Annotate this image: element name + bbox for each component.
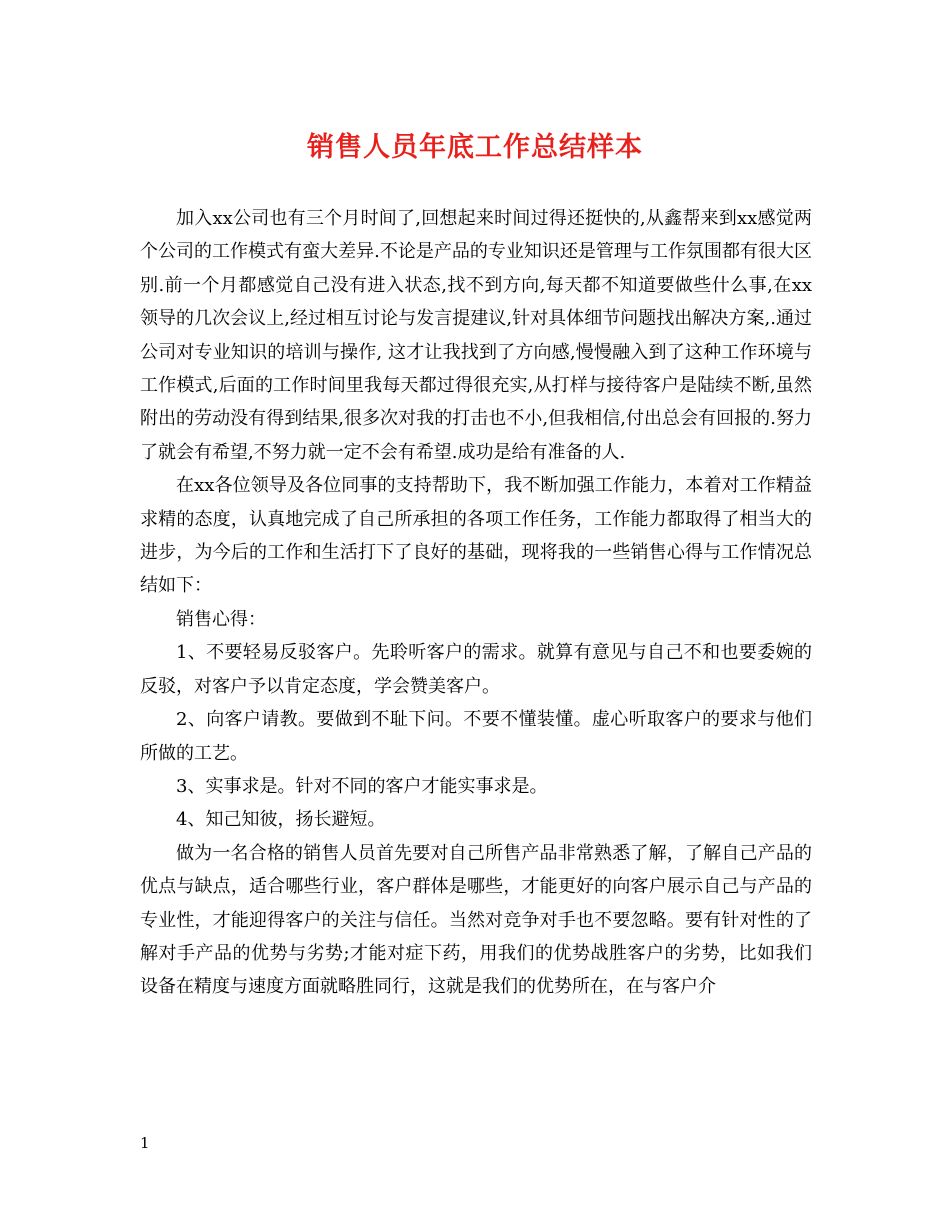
paragraph-intro: 加入xx公司也有三个月时间了,回想起来时间过得还挺快的,从鑫帮来到xx感觉两个公司的工作模式有蛮大差异.不论是产品的专业知识还是管理与工作氛围都有很大区别.前一个月都感觉自己没有进入状态,找不到方向,每天都不知道要做些什么事,在xx领导的几次会议上,经过相互讨论与发言提建议,针对具体细节问题找出解决方案,.通过公司对专业知识的培训与操作, 这才让我找到了方向感,慢慢融入到了这种工作环境与工作模式,后面的工作时间里我每天都过得很充实,从打样与接待客户是陆续不断,虽然附出的劳动没有得到结果,很多次对我的打击也不小,但我相信,付出总会有回报的.努力了就会有希望,不努力就一定不会有希望.成功是给有准备的人. bbox=[140, 208, 812, 463]
paragraph-point-4: 4、知己知彼，扬长避短。 bbox=[176, 809, 386, 831]
paragraph-point-1: 1、不要轻易反驳客户。先聆听客户的需求。就算有意见与自己不和也要委婉的反驳，对客户予以肯定态度，学会赞美客户。 bbox=[140, 642, 812, 697]
paragraph-point-3: 3、实事求是。针对不同的客户才能实事求是。 bbox=[176, 775, 548, 797]
paragraph-heading-sales-insights: 销售心得： bbox=[176, 608, 266, 630]
document-body bbox=[140, 202, 812, 1004]
document-title: 销售人员年底工作总结样本 bbox=[307, 132, 643, 163]
page-number: 1 bbox=[140, 1134, 150, 1152]
paragraph-product-knowledge: 做为一名合格的销售人员首先要对自己所售产品非常熟悉了解，了解自己产品的优点与缺点，适合哪些行业，客户群体是哪些，才能更好的向客户展示自己与产品的专业性，才能迎得客户的关注与信任。当然对竞争对手也不要忽略。要有针对性的了解对手产品的优势与劣势;才能对症下药，用我们的优势战胜客户的劣势，比如我们设备在精度与速度方面就略胜同行，这就是我们的优势所在，在与客户介 bbox=[140, 842, 812, 998]
paragraph-point-2: 2、向客户请教。要做到不耻下问。不要不懂装懂。虚心听取客户的要求与他们所做的工艺。 bbox=[140, 709, 812, 764]
paragraph-summary-intro: 在xx各位领导及各位同事的支持帮助下，我不断加强工作能力，本着对工作精益求精的态度，认真地完成了自己所承担的各项工作任务，工作能力都取得了相当大的进步，为今后的工作和生活打下了良好的基础，现将我的一些销售心得与工作情况总结如下： bbox=[140, 475, 812, 597]
